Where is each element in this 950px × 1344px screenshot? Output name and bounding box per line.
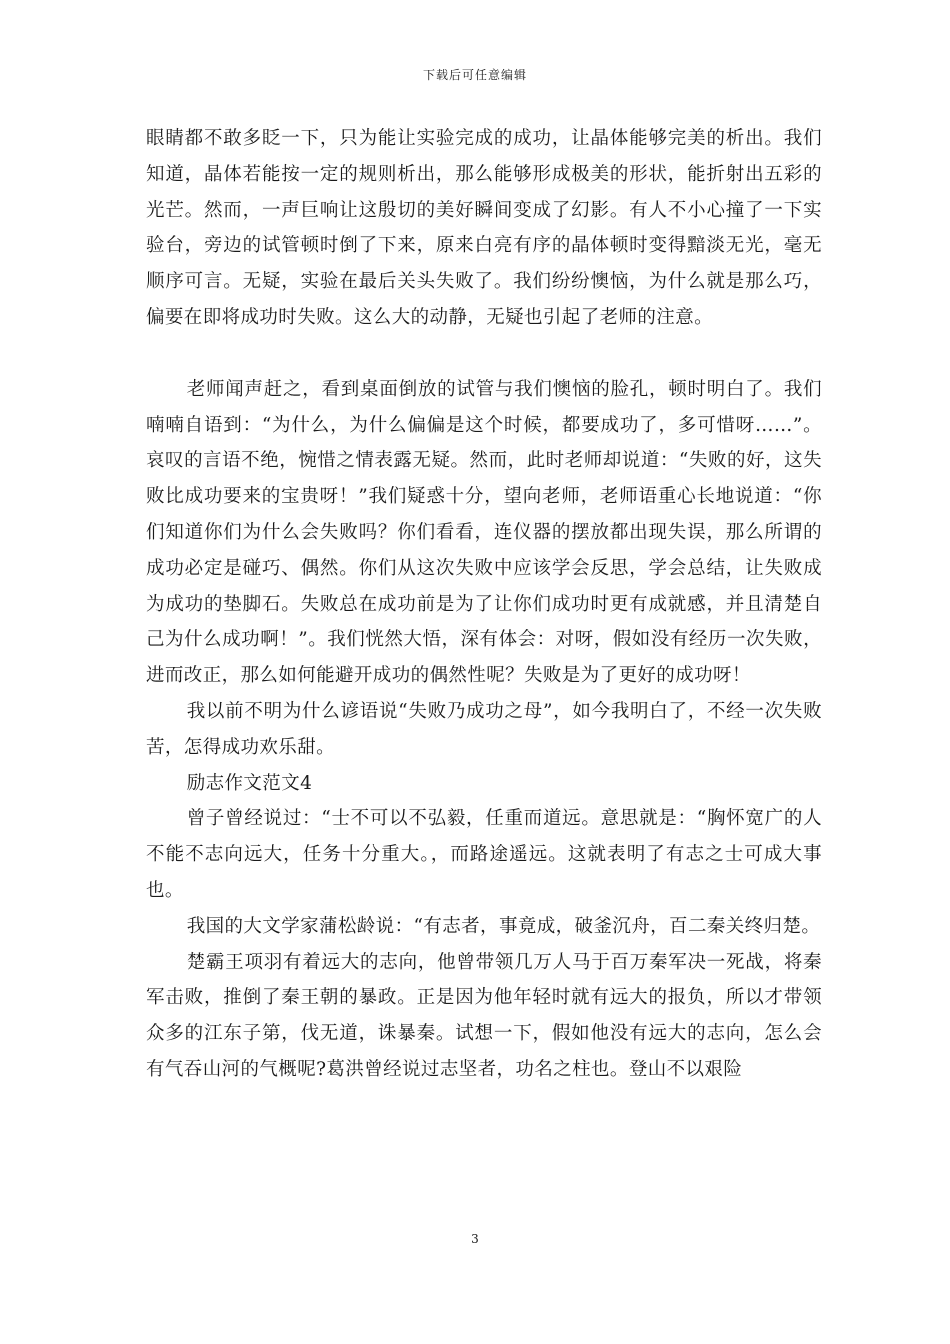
paragraph-1: 眼睛都不敢多眨一下，只为能让实验完成的成功，让晶体能够完美的析出。我们知道，晶体若能按一定的规则析出，那么能够形成极美的形状，能折射出五彩的光芒。然而，一声巨响让这殷切的美好瞬间变成了幻影。有人不小心撞了一下实验台，旁边的试管顿时倒了下来，原来白亮有序的晶体顿时变得黯淡无光，毫无顺序可言。无疑，实验在最后关头失败了。我们纷纷懊恼，为什么就是那么巧，偏要在即将成功时失败。这么大的动静，无疑也引起了老师的注意。 bbox=[146, 128, 822, 328]
paragraph-5: 我国的大文学家蒲松龄说：“有志者，事竟成，破釜沉舟，百二秦关终归楚。 bbox=[186, 915, 821, 937]
section-heading: 励志作文范文4 bbox=[186, 772, 313, 794]
paragraph-3: 我以前不明为什么谚语说“失败乃成功之母”，如今我明白了，不经一次失败苦，怎得成功欢乐甜。 bbox=[146, 700, 822, 758]
page-header: 下载后可任意编辑 bbox=[422, 68, 527, 82]
paragraph-2: 老师闻声赶之，看到桌面倒放的试管与我们懊恼的脸孔，顿时明白了。我们喃喃自语到：“为什么，为什么偏偏是这个时候，都要成功了，多可惜呀……”。哀叹的言语不绝，惋惜之情表露无疑。然而，此时老师却说道：“失败的好，这失败比成功要来的宝贵呀！”我们疑惑十分，望向老师，老师语重心长地说道：“你们知道你们为什么会失败吗？你们看看，连仪器的摆放都出现失误，那么所谓的成功必定是碰巧、偶然。你们从这次失败中应该学会反思，学会总结，让失败成为成功的垫脚石。失败总在成功前是为了让你们成功时更有成就感，并且清楚自己为什么成功啊！”。我们恍然大悟，深有体会：对呀，假如没有经历一次失败，进而改正，那么如何能避开成功的偶然性呢？失败是为了更好的成功呀！ bbox=[146, 378, 822, 687]
document-body bbox=[146, 121, 822, 1088]
paragraph-4: 曾子曾经说过：“士不可以不弘毅，任重而道远。意思就是：“胸怀宽广的人不能不志向远大，任务十分重大。，而路途遥远。这就表明了有志之士可成大事也。 bbox=[146, 808, 822, 901]
page-number: 3 bbox=[471, 1232, 479, 1246]
paragraph-6: 楚霸王项羽有着远大的志向，他曾带领几万人马于百万秦军决一死战，将秦军击败，推倒了秦王朝的暴政。正是因为他年轻时就有远大的报负，所以才带领众多的江东子第，伐无道，诛暴秦。试想一下，假如他没有远大的志向，怎么会有气吞山河的气概呢?葛洪曾经说过志坚者，功名之柱也。登山不以艰险 bbox=[146, 951, 822, 1080]
